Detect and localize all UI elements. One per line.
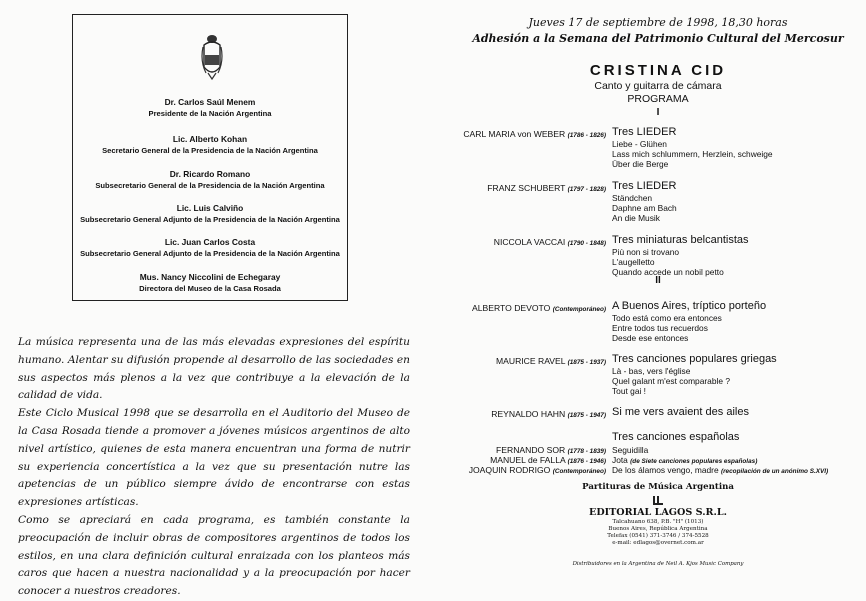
essay-paragraph: Como se apreciará en cada programa, es también constante la preocupación de incluir obras de compositores argentinos de todos los estilos, en una clara definición cultural enraizada con los planteos más caros que hacen a nuestra nacionalidad y a la preocupación por hacer conocer a nuestros creadores. [18, 513, 410, 598]
introduction-text [18, 334, 410, 601]
publisher-name: EDITORIAL LAGOS S.R.L. [589, 507, 727, 518]
credit-entry [73, 272, 347, 294]
composer-name: CARL MARIA von WEBER [463, 129, 566, 139]
publisher-address: Talcahuano 638, P.B. "H" (1013) [612, 519, 704, 525]
work-title: Tres LIEDER [612, 126, 677, 138]
composer-dates: (1875 - 1937) [567, 359, 606, 366]
credit-role: Subsecretario General de la Presidencia de la Nación Argentina [95, 181, 325, 190]
work-title: Si me vers avaient des ailes [612, 406, 749, 418]
credit-entry [73, 97, 347, 119]
essay-paragraph: Este Ciclo Musical 1998 que se desarrolla en el Auditorio del Museo de la Casa Rosada tiende a promover a jóvenes músicos argentinos de alto nivel artístico, quienes de esta manera encuentran una forma de nutrir su experiencia concertística a la vez que su presentación nutre las apetencias de un público siempre ávido de encontrarse con estas expresiones artísticas. [18, 407, 410, 509]
song-title: De los álamos vengo, madre [612, 465, 719, 475]
work-entry [612, 180, 677, 223]
work-entry [612, 353, 777, 396]
composer-name: ALBERTO DEVOTO [472, 303, 551, 313]
spanish-song-line [612, 445, 648, 455]
composer-label [472, 303, 606, 313]
composer-name: JOAQUIN RODRIGO [468, 465, 551, 475]
composer-dates: (1875 - 1947) [567, 412, 606, 419]
composer-name: REYNALDO HAHN [491, 409, 566, 419]
song-source-note: (recopilación de un anónimo S.XVI) [720, 468, 829, 475]
composer-dates: (Contemporáneo) [552, 468, 606, 475]
song-title: Tout gai ! [612, 386, 646, 396]
artist-name: CRISTINA CID [589, 62, 727, 79]
song-title: Seguidilla [612, 445, 649, 455]
spanish-song-line [612, 455, 757, 465]
publisher-logo-icon [653, 496, 663, 505]
song-title: Desde ese entonces [612, 333, 689, 343]
event-date: Jueves 17 de septiembre de 1998, 18,30 horas [528, 16, 788, 29]
performance-subtitle: Canto y guitarra de cámara [594, 80, 722, 92]
composer-name: NICCOLA VACCAI [493, 237, 566, 247]
spanish-song-line [612, 465, 828, 475]
work-title: A Buenos Aires, tríptico porteño [612, 300, 767, 312]
song-title: Über die Berge [612, 159, 669, 169]
credit-name: Lic. Juan Carlos Costa [164, 237, 256, 247]
credits-box [72, 14, 348, 301]
credit-entry [73, 134, 347, 156]
credit-role: Secretario General de la Presidencia de la Nación Argentina [102, 146, 318, 155]
credit-role: Presidente de la Nación Argentina [148, 109, 272, 118]
song-title: Quel galant m'est comparable ? [612, 376, 730, 386]
song-title: Ständchen [612, 193, 653, 203]
composer-dates: (1797 - 1828) [567, 186, 606, 193]
credit-role: Directora del Museo de la Casa Rosada [139, 284, 281, 293]
credit-name: Lic. Alberto Kohan [172, 134, 248, 144]
composer-label [463, 129, 606, 139]
publisher-city: Buenos Aires, República Argentina [608, 526, 708, 532]
composer-dates: (1876 - 1946) [567, 458, 606, 465]
composer-label [487, 183, 606, 193]
work-entry [612, 234, 749, 277]
work-entry [612, 126, 773, 169]
program-part-one: I [656, 107, 660, 118]
essay-paragraph: La música representa una de las más elevadas expresiones del espíritu humano. Alentar su difusión propende al desarrollo de las sociedades en sus aspectos más plenos a la vez que contribuye a la elevación de la calidad de vida. [18, 336, 410, 402]
composer-label [496, 356, 606, 366]
composer-label [494, 237, 606, 247]
song-title: Jota [612, 455, 628, 465]
work-entry [612, 406, 749, 419]
publisher-heading: Partituras de Música Argentina [582, 482, 734, 492]
work-title: Tres LIEDER [612, 180, 677, 192]
argentina-coat-of-arms-icon [201, 33, 223, 81]
publisher-telefax: Telefax (0541) 371-3746 / 374-5528 [607, 533, 709, 539]
composer-name: FERNANDO SOR [496, 445, 566, 455]
program-part-two: II [655, 275, 661, 286]
song-title: Entre todos tus recuerdos [612, 323, 708, 333]
credit-name: Dr. Ricardo Romano [169, 169, 251, 179]
composer-name: MANUEL de FALLA [490, 455, 566, 465]
song-title: Todo está como era entonces [612, 313, 722, 323]
work-title: Tres miniaturas belcantistas [612, 234, 749, 246]
credit-entry [73, 169, 347, 191]
composer-dates: (Contemporáneo) [552, 306, 606, 313]
credit-entry [73, 237, 347, 259]
song-title: Liebe - Glühen [612, 139, 667, 149]
song-title: L'augelletto [612, 257, 655, 267]
song-title: Daphne am Bach [612, 203, 677, 213]
publisher-email: e-mail: edlagos@overnet.com.ar [612, 540, 704, 546]
song-title: An die Musik [612, 213, 660, 223]
composer-dates: (1790 - 1848) [567, 240, 606, 247]
composer-label [491, 409, 606, 419]
song-source-note: (de Siete canciones populares españolas) [630, 458, 758, 465]
publisher-distributor: Distribuidores en la Argentina de Neil A. Kjos Music Company [572, 561, 744, 567]
spanish-songs-title: Tres canciones españolas [612, 431, 740, 443]
composer-name: FRANZ SCHUBERT [487, 183, 566, 193]
composer-label [496, 445, 606, 455]
composer-dates: (1778 - 1839) [567, 448, 606, 455]
song-title: Là - bas, vers l'église [612, 366, 691, 376]
song-title: Più non si trovano [612, 247, 680, 257]
program-label: PROGRAMA [627, 93, 689, 105]
work-entry [612, 300, 766, 343]
credit-name: Mus. Nancy Niccolini de Echegaray [139, 272, 281, 282]
composer-dates: (1786 - 1826) [567, 132, 606, 139]
credit-role: Subsecretario General Adjunto de la Presidencia de la Nación Argentina [80, 215, 340, 224]
credit-name: Dr. Carlos Saúl Menem [164, 97, 256, 107]
credit-name: Lic. Luis Calviño [176, 203, 244, 213]
event-title: Adhesión a la Semana del Patrimonio Cultural del Mercosur [472, 32, 844, 45]
song-title: Quando accede un nobil petto [612, 267, 724, 277]
composer-label [490, 455, 606, 465]
credit-entry [73, 203, 347, 225]
work-title: Tres canciones populares griegas [612, 353, 777, 365]
credit-role: Subsecretario General Adjunto de la Presidencia de la Nación Argentina [80, 249, 340, 258]
composer-label [469, 465, 606, 475]
composer-name: MAURICE RAVEL [495, 356, 566, 366]
song-title: Lass mich schlummern, Herzlein, schweige [612, 149, 773, 159]
